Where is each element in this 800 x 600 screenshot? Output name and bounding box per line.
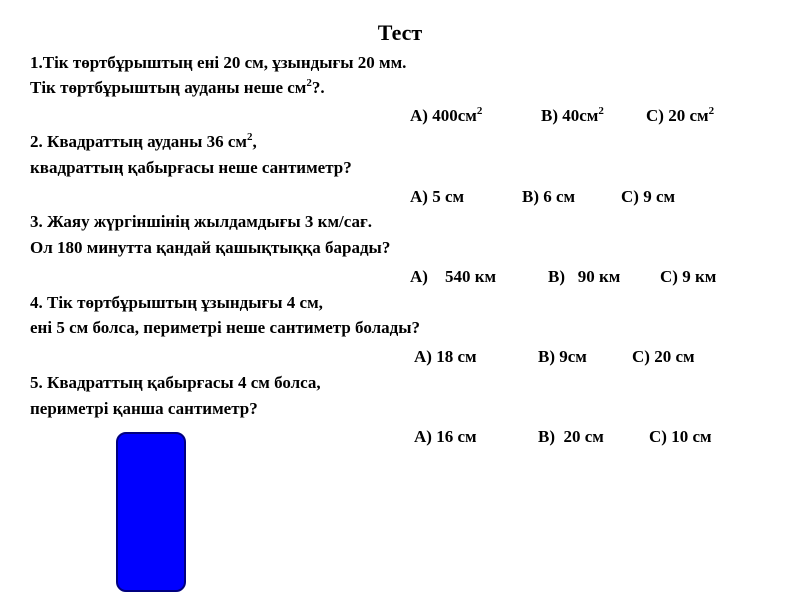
q1-line2-sup: 2 — [306, 77, 312, 89]
q1-line1: 1.Тік төртбұрыштың ені 20 см, ұзындығы 20 мм. — [30, 53, 407, 72]
q3-line1: 3. Жаяу жүргіншінің жылдамдығы 3 км/сағ. — [30, 212, 372, 231]
q4-option-c[interactable]: С) 20 см — [632, 347, 695, 366]
q4-line2: ені 5 см болса, периметрі неше сантиметр болады? — [30, 318, 421, 337]
q1-line2 — [30, 77, 325, 99]
q1-option-b-text: В) 40см — [541, 106, 599, 125]
q5-option-b[interactable]: В) 20 см — [538, 427, 604, 446]
q1-option-c[interactable] — [646, 105, 714, 127]
q2-line1 — [30, 131, 257, 153]
q5-option-c[interactable]: С) 10 см — [649, 427, 712, 446]
q1-option-b[interactable] — [541, 105, 604, 127]
q1-option-c-sup: 2 — [708, 105, 715, 117]
q4-option-b[interactable]: В) 9см — [538, 347, 587, 366]
q1-option-a-sup: 2 — [476, 105, 483, 117]
q2-line1-end: , — [252, 132, 257, 151]
q2-line2: квадраттың қабырғасы неше сантиметр? — [30, 158, 352, 177]
blue-rounded-rectangle[interactable] — [116, 432, 186, 592]
q5-line1: 5. Квадраттың қабырғасы 4 см болса, — [30, 373, 321, 392]
q1-option-b-sup: 2 — [598, 105, 604, 117]
q5-line2: периметрі қанша сантиметр? — [30, 399, 258, 418]
q2-option-a[interactable]: А) 5 см — [410, 187, 465, 206]
q4-line1: 4. Тік төртбұрыштың ұзындығы 4 см, — [30, 293, 323, 312]
q1-option-a[interactable] — [410, 105, 482, 127]
q3-option-c[interactable]: С) 9 км — [660, 267, 717, 286]
q1-option-c-text: С) 20 см — [646, 106, 709, 125]
q2-line1-text: 2. Квадраттың ауданы 36 см — [30, 132, 247, 151]
q1-line2-text: Тік төртбұрыштың ауданы неше см — [30, 78, 307, 97]
q2-option-b[interactable]: В) 6 см — [522, 187, 576, 206]
q4-option-a[interactable]: А) 18 см — [414, 347, 477, 366]
q3-line2: Ол 180 минутта қандай қашықтыққа барады? — [30, 238, 391, 257]
q3-option-b[interactable]: В) 90 км — [548, 267, 621, 286]
q2-option-c[interactable]: С) 9 см — [621, 187, 676, 206]
page-title: Тест — [377, 20, 423, 45]
q1-line2-end: ?. — [311, 78, 325, 97]
q3-option-a[interactable]: А) 540 км — [410, 267, 497, 286]
q1-option-a-text: А) 400см — [410, 106, 477, 125]
q5-option-a[interactable]: А) 16 см — [414, 427, 477, 446]
q2-line1-sup: 2 — [247, 131, 253, 143]
